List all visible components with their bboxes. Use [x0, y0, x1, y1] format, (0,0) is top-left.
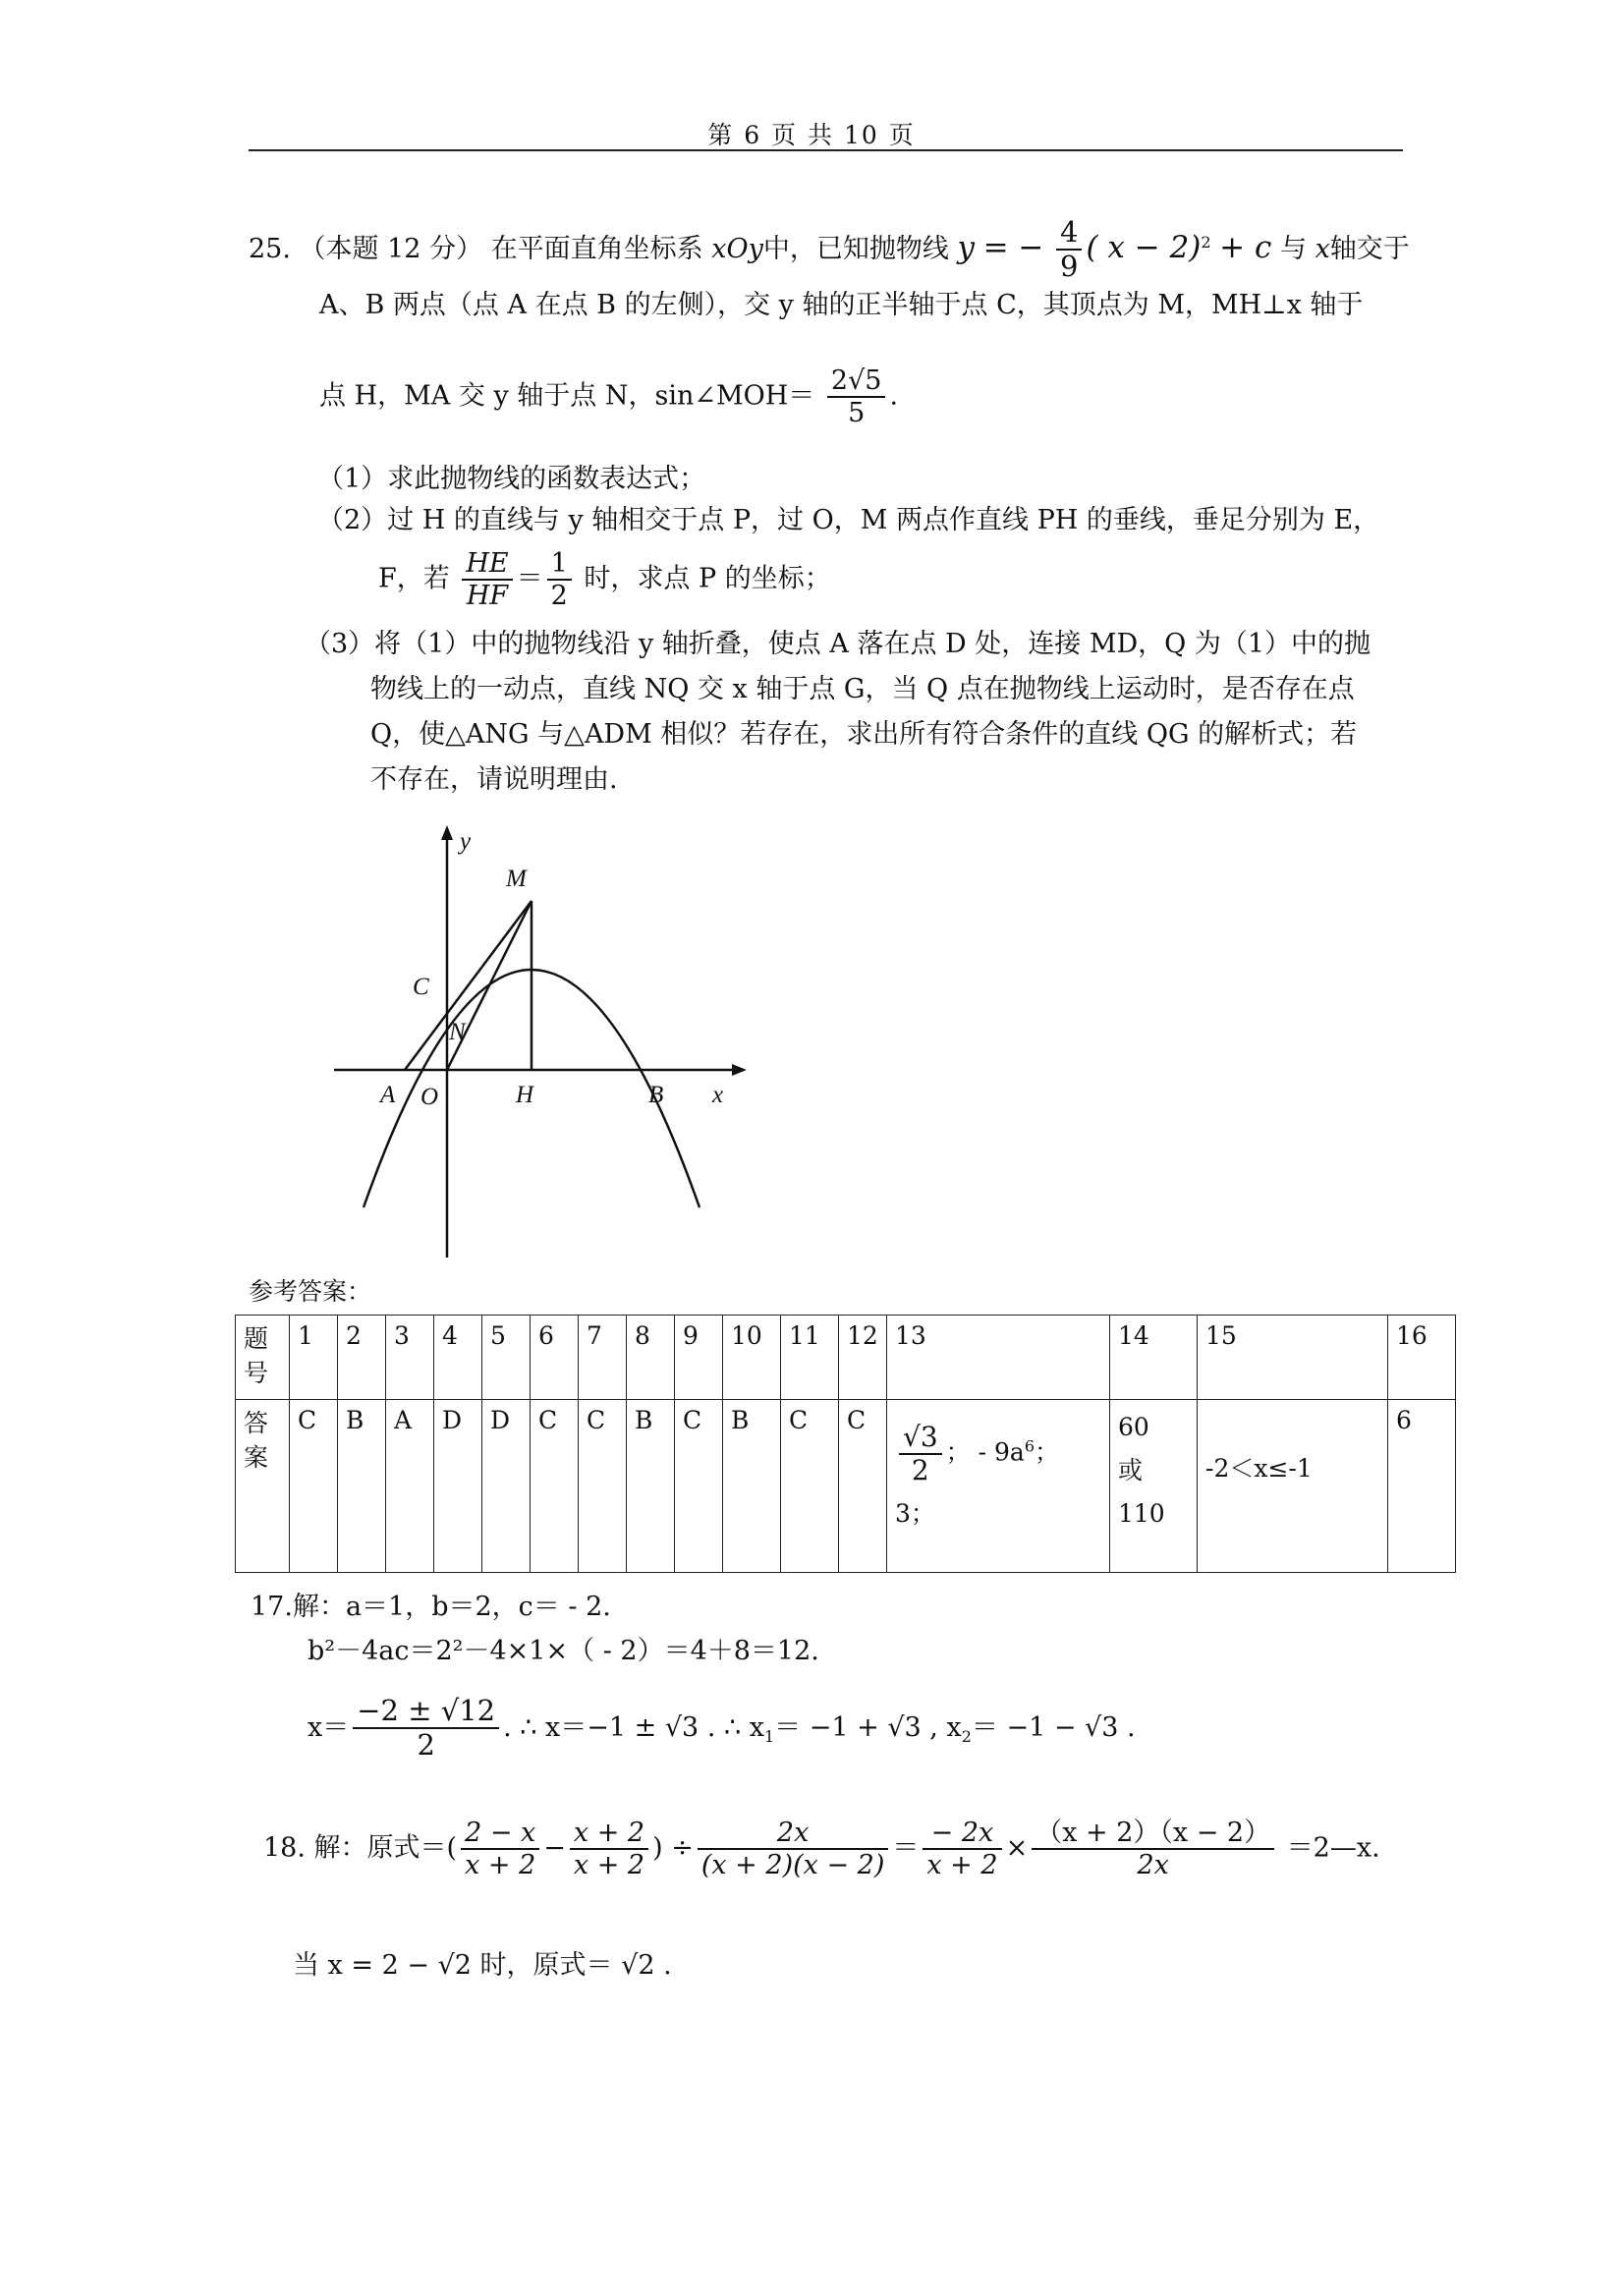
s17-fraction — [353, 1695, 499, 1763]
eq-num: 4 — [1056, 216, 1082, 251]
eq-exp: 2 — [1201, 232, 1211, 252]
q25-part3-line4: 不存在，请说明理由. — [370, 764, 618, 795]
s17-sub: 2 — [961, 1727, 972, 1747]
frac-num: 2 − x — [461, 1818, 539, 1850]
a13-text: ； — [1035, 1437, 1060, 1467]
s17-sub: 1 — [763, 1727, 775, 1747]
q25-text: 中，已知抛物线 — [762, 233, 949, 264]
q25-line2: A、B 两点（点 A 在点 B 的左侧），交 y 轴的正半轴于点 C，其顶点为 M，MH⊥x 轴于 — [319, 290, 1364, 320]
table-cell: 16 — [1388, 1316, 1456, 1400]
answers-title: 参考答案： — [249, 1277, 372, 1306]
s17-text: x＝ — [308, 1711, 350, 1743]
table-cell: B — [723, 1400, 781, 1573]
q25-text: 在平面直角坐标系 — [490, 233, 703, 264]
table-cell: C — [839, 1400, 887, 1573]
answer-14 — [1110, 1400, 1198, 1573]
eq-tail: + c — [1219, 229, 1272, 265]
q25-text: ＝ — [516, 563, 543, 594]
q25-text: 时，求点 P 的坐标； — [584, 563, 831, 594]
q25-part1: （1）求此抛物线的函数表达式； — [317, 464, 706, 494]
q25-line3 — [319, 365, 898, 428]
s18-text: × — [1005, 1832, 1029, 1864]
a13-text: ； - 9a — [945, 1437, 1025, 1467]
eq-den: 9 — [1060, 250, 1079, 284]
q25-var: xOy — [711, 233, 763, 264]
table-cell: A — [386, 1400, 434, 1573]
q25-points: （本题 12 分） — [299, 233, 483, 264]
s17-text: . ∴ x＝−1 ± √3 . ∴ x — [503, 1711, 764, 1743]
answers-table — [235, 1315, 1456, 1573]
q25-var: x — [1315, 233, 1330, 264]
s18-text: ＝ — [892, 1832, 920, 1864]
q25-part3-line1: （3）将（1）中的抛物线沿 y 轴折叠，使点 A 落在点 D 处，连接 MD，Q 为（1）中的抛 — [305, 629, 1371, 659]
eq-body: ( x − 2) — [1086, 229, 1202, 265]
q25-text: 点 H，MA 交 y 轴于点 N，sin∠MOH＝ — [319, 380, 815, 412]
s18-fraction — [570, 1818, 648, 1880]
frac-num: 1 — [547, 548, 572, 581]
table-row — [236, 1316, 1456, 1400]
label-h: H — [516, 1082, 534, 1108]
table-cell: 10 — [723, 1316, 781, 1400]
s18-fraction — [923, 1818, 1001, 1880]
table-cell: 5 — [482, 1316, 531, 1400]
frac-num: √3 — [899, 1422, 942, 1455]
table-cell: 3 — [386, 1316, 434, 1400]
frac-den: x + 2 — [926, 1850, 998, 1881]
frac-num: −2 ± √12 — [353, 1695, 499, 1729]
s17-text: ＝ −1 + √3 , x — [774, 1711, 962, 1743]
frac-num: 2x — [698, 1818, 889, 1850]
q25-number: 25. — [249, 233, 291, 264]
a14-text: 110 — [1118, 1498, 1165, 1528]
table-cell: 13 — [887, 1316, 1110, 1400]
q25-part3-line2: 物线上的一动点，直线 NQ 交 x 轴于点 G，当 Q 点在抛物线上运动时，是否存在点 — [370, 674, 1355, 704]
row-label-answer: 答案 — [236, 1400, 290, 1573]
s18-text: 18. 解：原式＝( — [263, 1832, 458, 1864]
table-cell: 6 — [531, 1316, 579, 1400]
eq-fraction — [1056, 216, 1082, 284]
table-cell: C — [579, 1400, 627, 1573]
table-cell: B — [338, 1400, 386, 1573]
table-cell: D — [482, 1400, 531, 1573]
s18-text: ) ÷ — [652, 1832, 694, 1864]
sin-num: 2√5 — [827, 365, 886, 398]
table-cell: C — [675, 1400, 723, 1573]
frac-den: x + 2 — [573, 1850, 645, 1881]
table-cell: 11 — [781, 1316, 839, 1400]
label-m: M — [506, 866, 527, 892]
a13-fraction — [899, 1422, 942, 1486]
label-c: C — [413, 974, 429, 1000]
frac-num: HE — [462, 548, 512, 581]
s18-text: ＝2—x. — [1286, 1832, 1380, 1864]
table-cell: 9 — [675, 1316, 723, 1400]
table-cell: 12 — [839, 1316, 887, 1400]
table-cell: C — [781, 1400, 839, 1573]
a14-text: 60 — [1118, 1413, 1149, 1441]
q25-text: 轴交于 — [1329, 233, 1410, 264]
table-cell: 14 — [1110, 1316, 1198, 1400]
frac-num: − 2x — [923, 1818, 1001, 1850]
s17-text: ＝ −1 − √3 . — [971, 1711, 1136, 1743]
s17-line2: b²－4ac＝2²－4×1×（ - 2）＝4＋8＝12. — [308, 1636, 819, 1666]
label-y: y — [460, 828, 472, 855]
table-row — [236, 1400, 1456, 1573]
frac-den: 2 — [550, 581, 568, 612]
header-rule — [249, 149, 1403, 151]
label-o: O — [420, 1084, 439, 1110]
s18-fraction — [1032, 1818, 1274, 1880]
q25-part3-line3: Q，使△ANG 与△ADM 相似？若存在，求出所有符合条件的直线 QG 的解析式；若 — [370, 719, 1358, 750]
s18-line2: 当 x = 2 − √2 时，原式＝ √2 . — [293, 1950, 672, 1981]
label-b: B — [648, 1082, 664, 1108]
x-axis-arrow — [732, 1064, 747, 1076]
table-cell: D — [434, 1400, 482, 1573]
label-x: x — [712, 1082, 724, 1108]
page-header: 第 6 页 共 10 页 — [707, 121, 916, 149]
frac-den: 2x — [1137, 1850, 1169, 1881]
table-cell: 1 — [290, 1316, 338, 1400]
table-cell: 8 — [627, 1316, 675, 1400]
q25-text: 与 — [1279, 233, 1307, 264]
sin-den: 5 — [848, 398, 866, 429]
label-a: A — [380, 1082, 396, 1108]
frac-num: （x + 2）（x − 2） — [1032, 1818, 1274, 1850]
table-cell: C — [531, 1400, 579, 1573]
s18-fraction — [461, 1818, 539, 1880]
table-cell: B — [627, 1400, 675, 1573]
frac-num: x + 2 — [570, 1818, 648, 1850]
s17-line3 — [308, 1695, 1136, 1763]
frac-den: HF — [466, 581, 509, 612]
table-cell: C — [290, 1400, 338, 1573]
s18-text: − — [543, 1832, 566, 1864]
row-label-number: 题号 — [236, 1316, 290, 1400]
label-n: N — [449, 1019, 466, 1045]
table-cell: 15 — [1198, 1316, 1388, 1400]
a13-text: 3； — [895, 1499, 935, 1529]
table-cell: 2 — [338, 1316, 386, 1400]
q25-part2-line2 — [378, 548, 831, 611]
half-fraction — [547, 548, 572, 611]
answer-13 — [887, 1400, 1110, 1573]
eq-sign: = − — [982, 229, 1044, 265]
q25-line1 — [249, 216, 1410, 284]
frac-den: (x + 2)(x − 2) — [700, 1850, 885, 1881]
q25-text: F，若 — [378, 563, 450, 594]
frac-den: 2 — [417, 1728, 435, 1763]
frac-den: x + 2 — [465, 1850, 536, 1881]
sin-fraction — [827, 365, 886, 428]
table-cell: 4 — [434, 1316, 482, 1400]
s18-line1 — [263, 1818, 1380, 1880]
s18-fraction — [698, 1818, 889, 1880]
answer-16: 6 — [1388, 1400, 1456, 1573]
a13-exp: 6 — [1024, 1436, 1035, 1456]
he-hf-fraction — [462, 548, 512, 611]
answer-15: -2＜x≤-1 — [1198, 1400, 1388, 1573]
frac-den: 2 — [911, 1454, 929, 1487]
eq-y: y — [957, 229, 975, 265]
q25-text: . — [889, 380, 899, 412]
table-cell: 7 — [579, 1316, 627, 1400]
parabola-figure — [334, 825, 747, 1267]
q25-part2-line1: （2）过 H 的直线与 y 轴相交于点 P，过 O，M 两点作直线 PH 的垂线，垂足分别为 E， — [317, 505, 1380, 535]
a14-text: 或 — [1118, 1455, 1144, 1484]
s17-line1: 17.解：a＝1，b＝2，c＝ - 2. — [251, 1592, 611, 1622]
y-axis-arrow — [441, 825, 453, 840]
